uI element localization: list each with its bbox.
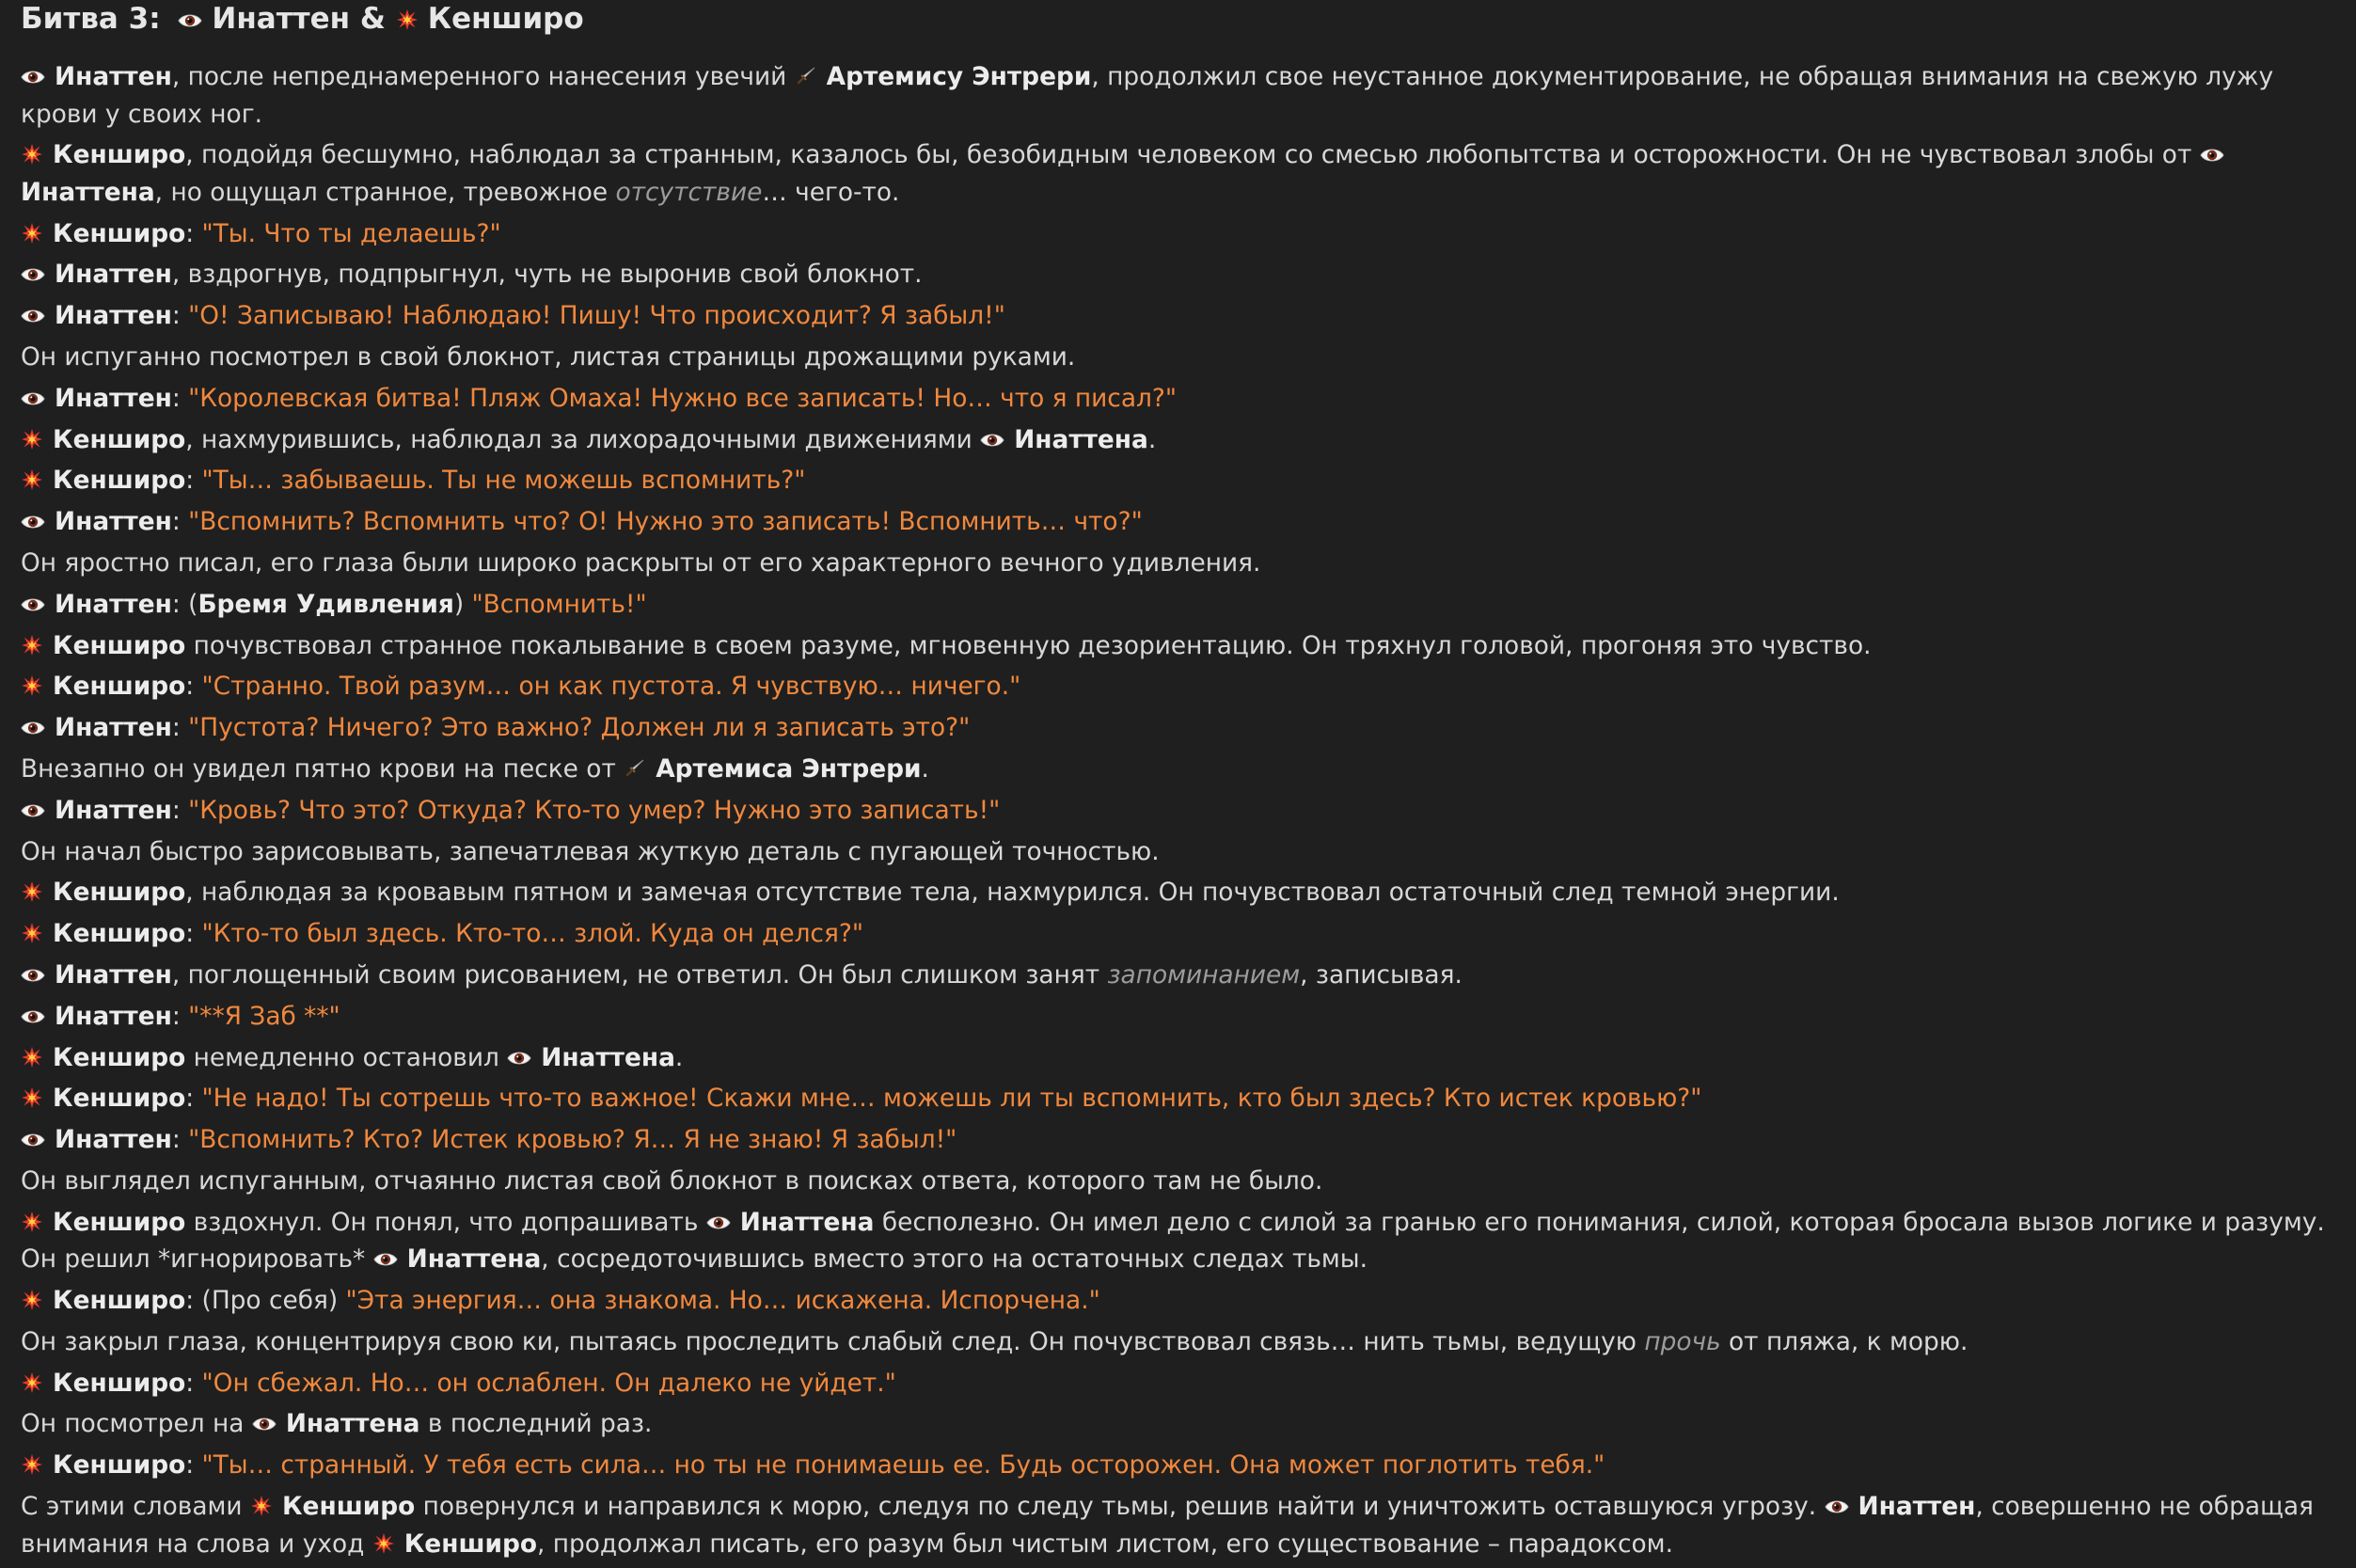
story-paragraph (21, 1039, 2333, 1077)
narration-text: , поглощенный своим рисованием, не ответил. Он был слишком занят (171, 959, 1108, 990)
character-name: Инаттен (55, 301, 172, 331)
eye-icon (21, 1006, 45, 1027)
narration-text: Он посмотрел на (21, 1409, 252, 1439)
dialogue-quote: "Ты… забываешь. Ты не можешь вспомнить?" (201, 466, 806, 496)
character-name: Инаттена (739, 1207, 875, 1237)
story-paragraph (21, 421, 2333, 459)
story-paragraph (21, 503, 2333, 541)
character-name: Инаттен (55, 383, 172, 413)
narration-text: бесполезно. Он имел дело с силой за гранью его понимания, силой, которая бросала вызов логике и разуму. Он решил *игнорировать* (21, 1207, 2325, 1275)
story-paragraph (21, 545, 2333, 582)
story-paragraph (21, 792, 2333, 830)
story-paragraph (21, 1282, 2333, 1320)
story-paragraph (21, 1365, 2333, 1402)
narration-text: : (171, 1001, 189, 1031)
eye-icon (178, 10, 202, 31)
character-name: Инаттен (55, 507, 172, 537)
dialogue-quote: "Пустота? Ничего? Это важно? Должен ли я записать это?" (188, 713, 971, 743)
collision-icon (21, 1046, 43, 1069)
narration-text: почувствовал странное покалывание в своем разуме, мгновенную дезориентацию. Он тряхнул головой, прогоняя это чувство. (185, 630, 1872, 660)
narration-text: : (185, 672, 202, 702)
narration-text: Он закрыл глаза, концентрируя свою ки, пытаясь проследить слабый след. Он почувствовал связь… нить тьмы, ведущую (21, 1326, 1645, 1356)
narration-text: : (185, 466, 202, 496)
narration-text: , вздрогнув, подпрыгнул, чуть не выронив свой блокнот. (171, 260, 923, 290)
narration-text: повернулся и направился к морю, следуя по следу тьмы, решив найти и уничтожить оставшуюся угрозу. (415, 1492, 1825, 1521)
character-name: Инаттен (55, 795, 172, 825)
battle-title (21, 0, 2333, 38)
emphasis-text: прочь (1644, 1326, 1721, 1356)
character-name: Кенширо (53, 919, 186, 949)
dialogue-quote: "Кто-то был здесь. Кто-то… злой. Куда он делся?" (201, 919, 863, 949)
character-name: Кенширо (53, 1084, 186, 1114)
dialogue-quote: "Не надо! Ты сотрешь что-то важное! Скажи мне… можешь ли ты вспомнить, кто был здесь? Кто истек кровью?" (201, 1084, 1702, 1114)
narration-text: , продолжал писать, его разум был чистым листом, его существование – парадоксом. (536, 1528, 1673, 1559)
eye-icon (252, 1414, 277, 1434)
story-paragraph (21, 1323, 2333, 1361)
narration-text: : (185, 919, 202, 949)
story-paragraph (21, 256, 2333, 293)
story-paragraph (21, 1405, 2333, 1443)
character-name: Инаттена (285, 1409, 420, 1439)
eye-icon (507, 1048, 531, 1069)
dialogue-quote: "Эта энергия… она знакома. Но… искажена. Испорчена." (345, 1286, 1100, 1316)
eye-icon (373, 1249, 398, 1270)
eye-icon (21, 965, 45, 986)
collision-icon (21, 1371, 43, 1394)
collision-icon (21, 634, 43, 657)
narration-text: : (171, 1125, 189, 1155)
character-name: Инаттен (55, 62, 172, 91)
narration-text: : (185, 1084, 202, 1114)
narration-text: , сосредоточившись вместо этого на остаточных следах тьмы. (541, 1244, 1368, 1275)
character-name: Кенширо (53, 140, 186, 170)
narration-text: Он испуганно посмотрел в свой блокнот, листая страницы дрожащими руками. (21, 341, 1076, 372)
character-name: Инаттена (406, 1244, 542, 1275)
character-name: Инаттен (55, 1125, 172, 1155)
story-paragraph (21, 957, 2333, 994)
narration-text: Он яростно писал, его глаза были широко раскрыты от его характерного вечного удивления. (21, 547, 1261, 578)
collision-icon (21, 674, 43, 697)
character-name: Инаттен (55, 260, 172, 290)
story-paragraph (21, 339, 2333, 376)
story-paragraph (21, 1488, 2333, 1562)
dialogue-quote: "**Я Заб **" (188, 1001, 340, 1031)
narration-text: , но ощущал странное, тревожное (154, 177, 616, 207)
character-name: Кенширо (53, 1042, 186, 1072)
eye-icon (21, 306, 45, 326)
dialogue-quote: "Ты. Что ты делаешь?" (201, 218, 501, 248)
collision-icon (21, 143, 43, 166)
collision-icon (21, 428, 43, 451)
story-paragraph (21, 1121, 2333, 1159)
narration-text: : ( (171, 589, 198, 619)
character-name: Кенширо (53, 1286, 186, 1316)
collision-icon (21, 880, 43, 903)
collision-icon (21, 1211, 43, 1233)
narration-text: . (674, 1042, 684, 1072)
character-name: Кенширо (53, 218, 186, 248)
dialogue-quote: "О! Записываю! Наблюдаю! Пишу! Что происходит? Я забыл!" (188, 301, 1005, 331)
eye-icon (21, 264, 45, 285)
dagger-icon (795, 65, 817, 87)
narration-text: , подойдя бесшумно, наблюдал за странным, казалось бы, безобидным человеком со смесью любопытства и осторожности. Он не чувствовал злобы от (185, 140, 2200, 170)
narration-text: ) (453, 589, 472, 619)
collision-icon (396, 8, 419, 31)
emphasis-text: запоминанием (1107, 959, 1301, 990)
narration-text: . (1147, 424, 1157, 454)
story-paragraph (21, 215, 2333, 253)
eye-icon (2200, 145, 2224, 166)
narration-text: : (171, 301, 189, 331)
narration-text: : (171, 507, 189, 537)
title-ampersand: & (359, 2, 386, 36)
eye-icon (706, 1212, 731, 1233)
dialogue-quote: "Ты… странный. У тебя есть сила… но ты не понимаешь ее. Будь осторожен. Она может поглотить тебя." (201, 1450, 1605, 1481)
story-paragraph (21, 751, 2333, 788)
collision-icon (21, 1289, 43, 1311)
story-paragraph (21, 136, 2333, 211)
eye-icon (1825, 1497, 1849, 1517)
character-name: Кенширо (53, 1207, 186, 1237)
narration-text: Он начал быстро зарисовывать, запечатлевая жуткую деталь с пугающей точностью. (21, 836, 1160, 866)
dialogue-quote: "Вспомнить!" (471, 589, 647, 619)
character-name: Артемиса Энтрери (656, 753, 922, 784)
collision-icon (21, 1453, 43, 1476)
character-name: Кенширо (53, 630, 186, 660)
character-name: Бремя Удивления (198, 589, 454, 619)
narration-text: : (171, 713, 189, 743)
dagger-icon (624, 757, 646, 780)
story-paragraph (21, 1163, 2333, 1200)
character-name: Артемису Энтрери (826, 62, 1092, 91)
story-paragraph (21, 1204, 2333, 1278)
character-name: Кенширо (53, 672, 186, 702)
story-paragraph (21, 462, 2333, 499)
story-paragraph (21, 586, 2333, 624)
dialogue-quote: "Кровь? Что это? Откуда? Кто-то умер? Нужно это записать!" (188, 795, 1001, 825)
character-name: Кенширо (53, 1368, 186, 1398)
collision-icon (21, 468, 43, 491)
narration-text: вздохнул. Он понял, что допрашивать (185, 1207, 706, 1237)
dialogue-quote: "Вспомнить? Кто? Истек кровью? Я… Я не знаю! Я забыл!" (188, 1125, 957, 1155)
narration-text: от пляжа, к морю. (1720, 1326, 1969, 1356)
narration-text: Он выглядел испуганным, отчаянно листая свой блокнот в поисках ответа, которого там не было. (21, 1165, 1323, 1196)
story-paragraph (21, 58, 2333, 133)
character-name: Кенширо (53, 878, 186, 908)
character-name: Инаттен (1858, 1492, 1976, 1521)
dialogue-quote: "Он сбежал. Но… он ослаблен. Он далеко не уйдет." (201, 1368, 896, 1398)
collision-icon (21, 922, 43, 944)
narration-text: , продолжил свое неустанное документирование, не обращая внимания на свежую лужу крови у своих ног. (21, 62, 2274, 129)
story-body (21, 58, 2333, 1562)
narration-text: : (Про себя) (185, 1286, 346, 1316)
narration-text: немедленно остановил (185, 1042, 508, 1072)
character-name: Инаттен (55, 589, 172, 619)
story-paragraph (21, 833, 2333, 871)
character-name: Кенширо (53, 1450, 186, 1481)
story-paragraph (21, 627, 2333, 665)
narration-text: . (921, 753, 929, 784)
narration-text: в последний раз. (419, 1409, 653, 1439)
eye-icon (21, 67, 45, 87)
character-name: Кенширо (403, 1528, 537, 1559)
narration-text: : (185, 218, 202, 248)
story-paragraph (21, 380, 2333, 418)
story-paragraph (21, 709, 2333, 747)
narration-text: … чего-то. (762, 177, 900, 207)
eye-icon (21, 512, 45, 532)
story-paragraph (21, 915, 2333, 953)
dialogue-quote: "Вспомнить? Вспомнить что? О! Нужно это записать! Вспомнить… что?" (188, 507, 1143, 537)
narration-text: С этими словами (21, 1492, 250, 1521)
narration-text: , после непреднамеренного нанесения увечий (171, 62, 795, 91)
character-name: Инаттена (21, 177, 155, 207)
collision-icon (21, 222, 43, 245)
character-name: Инаттен (55, 713, 172, 743)
narration-text: , наблюдая за кровавым пятном и замечая отсутствие тела, нахмурился. Он почувствовал остаточный след темной энергии. (185, 878, 1840, 908)
character-name: Кенширо (281, 1492, 416, 1521)
collision-icon (250, 1495, 273, 1517)
story-paragraph (21, 1080, 2333, 1117)
title-name-b: Кенширо (427, 2, 584, 36)
character-name: Инаттена (541, 1042, 675, 1072)
character-name: Кенширо (53, 466, 186, 496)
narration-text: : (171, 795, 189, 825)
eye-icon (21, 718, 45, 738)
narration-text: , нахмурившись, наблюдал за лихорадочными движениями (185, 424, 981, 454)
story-paragraph (21, 874, 2333, 911)
narration-text: : (171, 383, 189, 413)
eye-icon (21, 1130, 45, 1150)
title-name-a: Инаттен (212, 2, 351, 36)
character-name: Инаттен (55, 1001, 172, 1031)
collision-icon (372, 1532, 395, 1555)
narration-text: Внезапно он увидел пятно крови на песке от (21, 753, 625, 784)
narration-text: : (185, 1368, 202, 1398)
narration-text: : (185, 1450, 202, 1481)
character-name: Инаттен (55, 959, 172, 990)
eye-icon (21, 800, 45, 821)
story-paragraph (21, 1447, 2333, 1484)
emphasis-text: отсутствие (615, 177, 763, 207)
character-name: Инаттена (1014, 424, 1148, 454)
eye-icon (980, 430, 1004, 451)
character-name: Кенширо (53, 424, 186, 454)
dialogue-quote: "Странно. Твой разум… он как пустота. Я чувствую… ничего." (201, 672, 1021, 702)
story-paragraph (21, 297, 2333, 335)
title-prefix: Битва 3: (21, 2, 161, 36)
story-paragraph (21, 998, 2333, 1036)
collision-icon (21, 1086, 43, 1109)
story-paragraph (21, 668, 2333, 705)
narration-text: , совершенно не обращая внимания на слова и уход (21, 1492, 2314, 1559)
eye-icon (21, 594, 45, 615)
eye-icon (21, 388, 45, 409)
dialogue-quote: "Королевская битва! Пляж Омаха! Нужно все записать! Но… что я писал?" (188, 383, 1177, 413)
narration-text: , записывая. (1300, 959, 1463, 990)
